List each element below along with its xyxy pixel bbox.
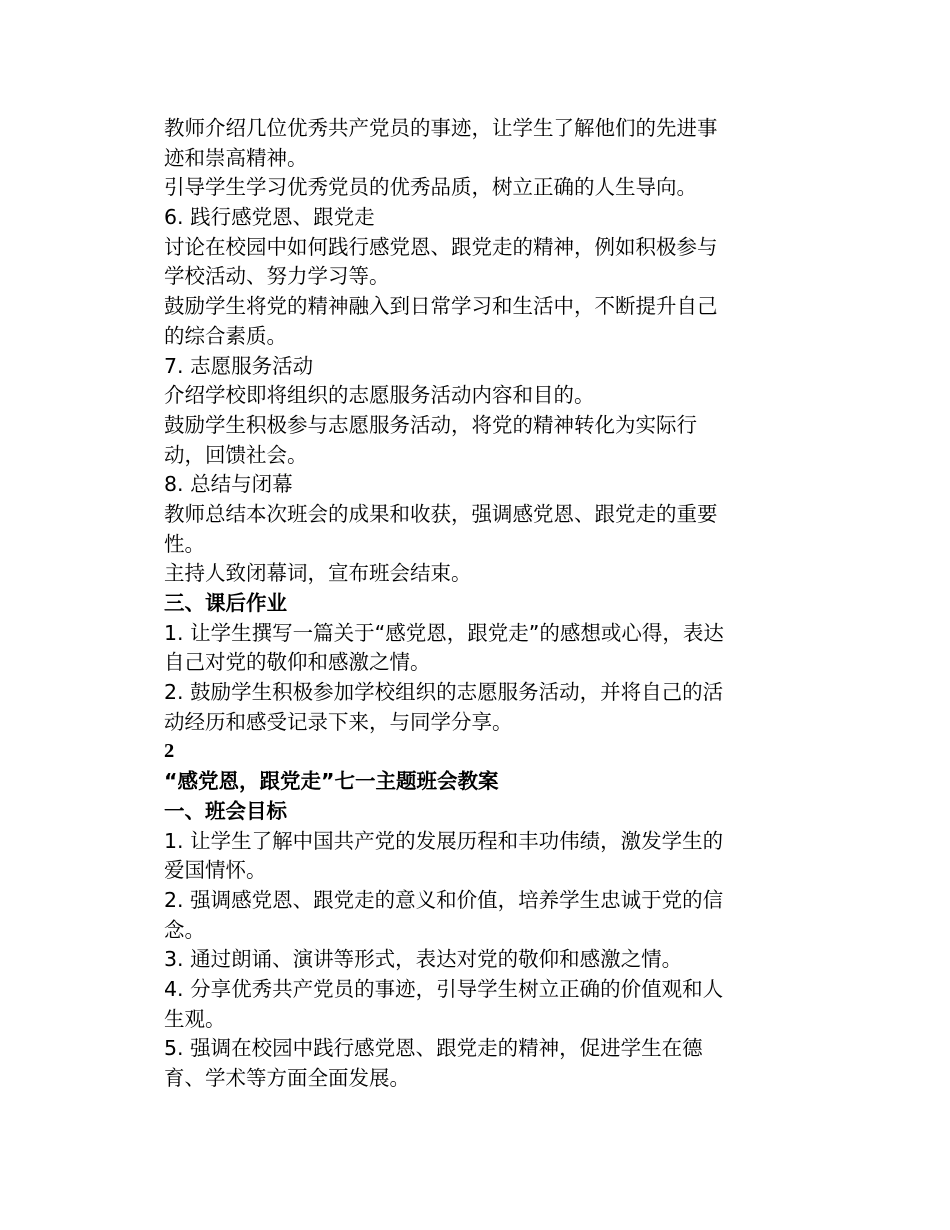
body-line: 引导学生学习优秀党员的优秀品质，树立正确的人生导向。: [164, 175, 697, 200]
list-item: 2. 鼓励学生积极参加学校组织的志愿服务活动，并将自己的活: [164, 680, 724, 705]
body-line: 的综合素质。: [164, 323, 287, 348]
document-page: [164, 114, 776, 1094]
body-line: 鼓励学生积极参与志愿服务活动，将党的精神转化为实际行: [164, 412, 697, 437]
body-line: 讨论在校园中如何践行感党恩、跟党走的精神，例如积极参与: [164, 234, 718, 259]
list-item-heading: 7. 志愿服务活动: [164, 353, 314, 378]
list-item: 2. 强调感党恩、跟党走的意义和价值，培养学生忠诚于党的信: [164, 887, 724, 912]
body-line: 教师介绍几位优秀共产党员的事迹，让学生了解他们的先进事: [164, 116, 718, 140]
list-item-heading: 8. 总结与闭幕: [164, 472, 293, 497]
document-title: “感党恩，跟党走”七一主题班会教案: [164, 769, 499, 794]
list-item: 念。: [164, 917, 205, 942]
list-item: 动经历和感受记录下来，与同学分享。: [164, 709, 513, 734]
body-line: 性。: [164, 531, 205, 556]
list-item: 自己对党的敬仰和感激之情。: [164, 650, 431, 675]
body-line: 动，回馈社会。: [164, 442, 308, 467]
section-heading: 三、课后作业: [164, 591, 287, 615]
list-item: 1. 让学生撰写一篇关于“感党恩，跟党走”的感想或心得，表达: [164, 620, 724, 645]
list-item: 生观。: [164, 1006, 226, 1031]
list-item: 4. 分享优秀共产党员的事迹，引导学生树立正确的价值观和人: [164, 976, 724, 1001]
body-line: 迹和崇高精神。: [164, 145, 308, 170]
list-item: 爱国情怀。: [164, 858, 267, 883]
body-line: 学校活动、努力学习等。: [164, 264, 390, 289]
list-item-heading: 6. 践行感党恩、跟党走: [164, 205, 375, 230]
list-item: 5. 强调在校园中践行感党恩、跟党走的精神，促进学生在德: [164, 1036, 703, 1061]
body-line: 鼓励学生将党的精神融入到日常学习和生活中，不断提升自己: [164, 294, 718, 319]
list-item: 1. 让学生了解中国共产党的发展历程和丰功伟绩，激发学生的: [164, 828, 724, 853]
section-heading: 一、班会目标: [164, 798, 287, 823]
section-number: 2: [164, 740, 175, 763]
body-line: 介绍学校即将组织的志愿服务活动内容和目的。: [164, 383, 595, 408]
body-line: 主持人致闭幕词，宣布班会结束。: [164, 561, 472, 586]
list-item: 育、学术等方面全面发展。: [164, 1066, 410, 1090]
body-line: 教师总结本次班会的成果和收获，强调感党恩、跟党走的重要: [164, 501, 718, 526]
list-item: 3. 通过朗诵、演讲等形式，表达对党的敬仰和感激之情。: [164, 947, 683, 972]
